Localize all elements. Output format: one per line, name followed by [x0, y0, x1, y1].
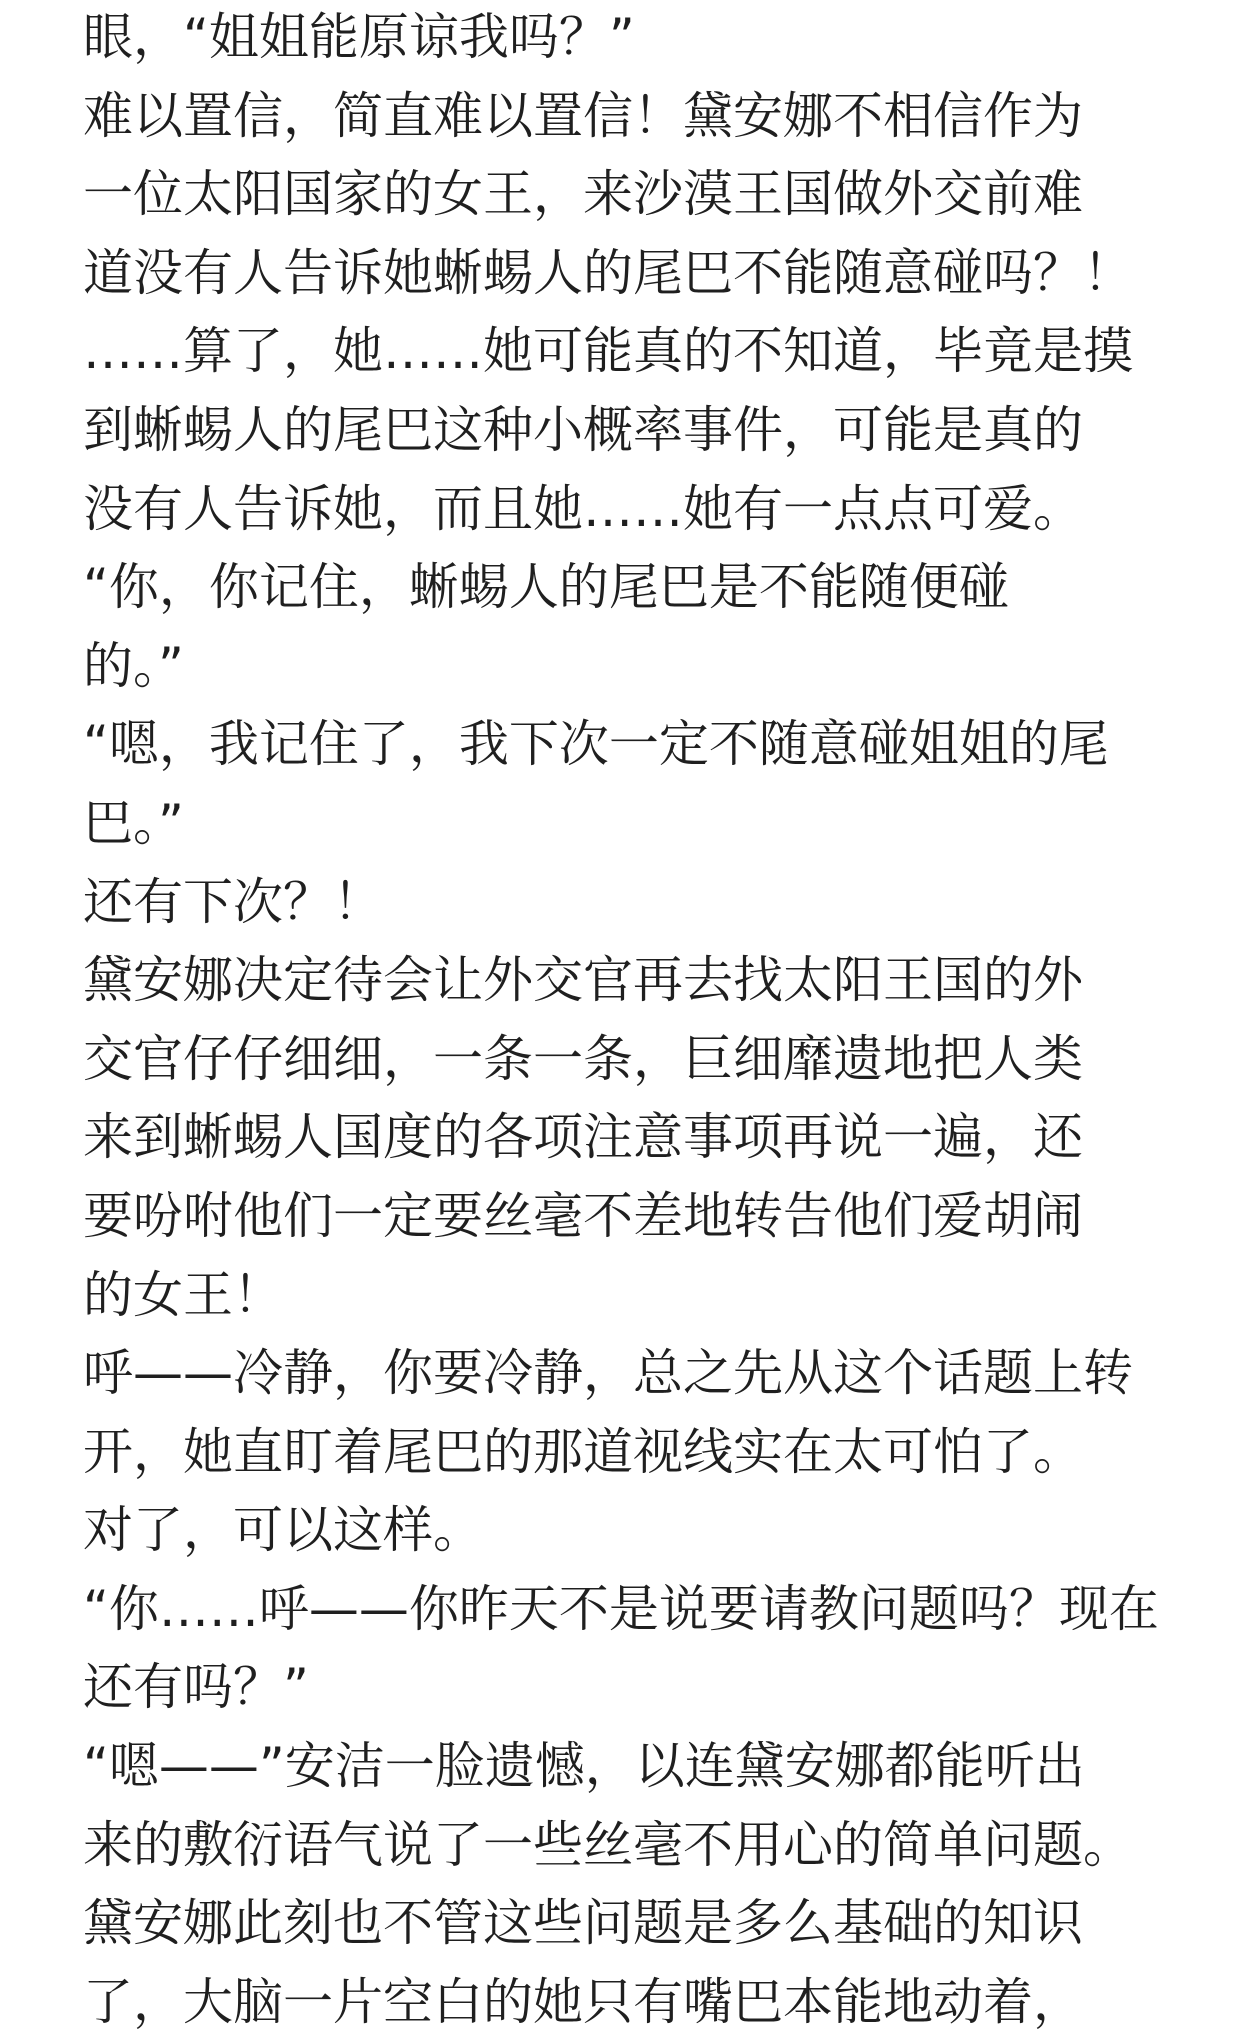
text-line: “嗯，我记住了，我下次一定不随意碰姐姐的尾	[83, 715, 1109, 774]
text-line: 黛安娜决定待会让外交官再去找太阳王国的外	[83, 951, 1083, 1010]
text-line: 眼，“姐姐能原谅我吗？”	[83, 8, 635, 66]
text-line: 的。”	[83, 636, 184, 695]
text-line: 难以置信，简直难以置信！黛安娜不相信作为	[83, 86, 1083, 145]
text-line: 一位太阳国家的女王，来沙漠王国做外交前难	[83, 165, 1083, 224]
text-line: “你，你记住，蜥蜴人的尾巴是不能随便碰	[83, 558, 1009, 617]
text-line: ……算了，她……她可能真的不知道，毕竟是摸	[83, 322, 1133, 381]
text-line: 要吩咐他们一定要丝毫不差地转告他们爱胡闹	[83, 1186, 1083, 1245]
text-line: 到蜥蜴人的尾巴这种小概率事件，可能是真的	[83, 400, 1083, 459]
text-line: 来到蜥蜴人国度的各项注意事项再说一遍，还	[83, 1108, 1083, 1167]
text-column	[83, 0, 1193, 2041]
text-line: 道没有人告诉她蜥蜴人的尾巴不能随意碰吗？！	[83, 243, 1133, 302]
text-line: 黛安娜此刻也不管这些问题是多么基础的知识	[83, 1894, 1083, 1953]
text-line: 呼——冷静，你要冷静，总之先从这个话题上转	[83, 1344, 1133, 1403]
text-line: 还有下次？！	[83, 872, 383, 931]
text-line: 巴。”	[83, 793, 184, 852]
text-line: 来的敷衍语气说了一些丝毫不用心的简单问题。	[83, 1815, 1133, 1874]
text-line: 还有吗？”	[83, 1658, 309, 1717]
text-line: 对了，可以这样。	[83, 1501, 483, 1560]
text-line: 的女王！	[83, 1265, 283, 1324]
text-line: “你……呼——你昨天不是说要请教问题吗？现在	[83, 1579, 1159, 1638]
text-line: 没有人告诉她，而且她……她有一点点可爱。	[83, 479, 1083, 538]
text-line: 开，她直盯着尾巴的那道视线实在太可怕了。	[83, 1422, 1083, 1481]
text-line: 交官仔仔细细，一条一条，巨细靡遗地把人类	[83, 1029, 1083, 1088]
text-line: “嗯——”安洁一脸遗憾，以连黛安娜都能听出	[83, 1737, 1085, 1796]
text-line: 了，大脑一片空白的她只有嘴巴本能地动着，	[83, 1972, 1083, 2031]
